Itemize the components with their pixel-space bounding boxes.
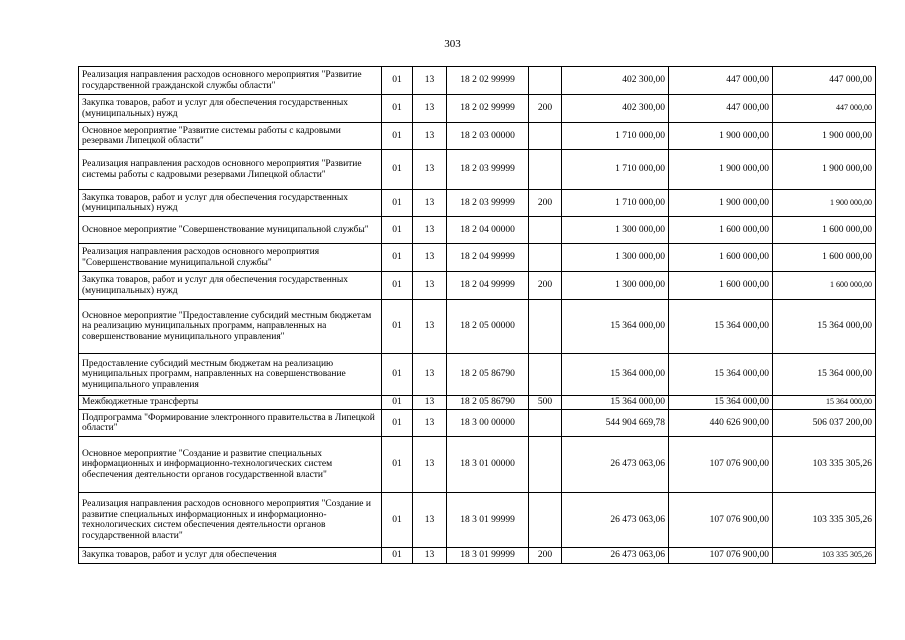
row-amount-1-cell: 15 364 000,00: [562, 396, 669, 410]
row-expense-type-cell: [529, 217, 562, 244]
row-section-cell: 01: [382, 95, 413, 123]
table-body: [79, 67, 876, 564]
row-name-cell: Основное мероприятие "Предоставление субсидий местным бюджетам на реализацию муниципальных программ, направленных на совершенствование муниципального управления": [79, 300, 382, 354]
row-amount-1-cell: 26 473 063,06: [562, 437, 669, 493]
row-amount-3-cell: 447 000,00: [773, 95, 876, 123]
table-row: [79, 67, 876, 95]
row-subsection-cell: 13: [413, 244, 447, 272]
row-name-cell: Закупка товаров, работ и услуг для обеспечения: [79, 548, 382, 564]
row-section-cell: 01: [382, 217, 413, 244]
table-row: [79, 354, 876, 396]
row-name-cell: Реализация направления расходов основного мероприятия "Создание и развитие специальных информационных и информационно-технологических систем обеспечения деятельности органов государственной власти": [79, 493, 382, 548]
row-target-code-cell: 18 2 04 00000: [447, 217, 529, 244]
row-section-cell: 01: [382, 493, 413, 548]
row-expense-type-cell: [529, 244, 562, 272]
row-name-cell: Основное мероприятие "Совершенствование муниципальной службы": [79, 217, 382, 244]
row-section-cell: 01: [382, 548, 413, 564]
budget-table: [78, 66, 876, 564]
row-amount-1-cell: 26 473 063,06: [562, 493, 669, 548]
row-target-code-cell: 18 2 04 99999: [447, 272, 529, 300]
row-amount-1-cell: 15 364 000,00: [562, 354, 669, 396]
row-section-cell: 01: [382, 150, 413, 190]
row-section-cell: 01: [382, 354, 413, 396]
row-amount-2-cell: 1 900 000,00: [669, 190, 773, 217]
row-name-cell: Реализация направления расходов основного мероприятия "Развитие системы работы с кадровыми резервами Липецкой области": [79, 150, 382, 190]
row-amount-1-cell: 15 364 000,00: [562, 300, 669, 354]
row-name-cell: Основное мероприятие "Создание и развитие специальных информационных и информационно-технологических систем обеспечения деятельности органов государственной власти": [79, 437, 382, 493]
row-amount-2-cell: 1 600 000,00: [669, 272, 773, 300]
page-number: 303: [444, 38, 461, 50]
row-subsection-cell: 13: [413, 123, 447, 150]
row-amount-2-cell: 1 900 000,00: [669, 150, 773, 190]
row-amount-3-cell: 506 037 200,00: [773, 410, 876, 437]
table-row: [79, 396, 876, 410]
row-target-code-cell: 18 2 04 99999: [447, 244, 529, 272]
table-row: [79, 244, 876, 272]
row-amount-3-cell: 103 335 305,26: [773, 493, 876, 548]
row-amount-3-cell: 15 364 000,00: [773, 300, 876, 354]
row-subsection-cell: 13: [413, 217, 447, 244]
row-section-cell: 01: [382, 396, 413, 410]
row-section-cell: 01: [382, 300, 413, 354]
row-amount-2-cell: 107 076 900,00: [669, 548, 773, 564]
row-amount-3-cell: 1 600 000,00: [773, 217, 876, 244]
row-amount-1-cell: 1 710 000,00: [562, 150, 669, 190]
row-amount-3-cell: 1 900 000,00: [773, 150, 876, 190]
row-name-cell: Предоставление субсидий местным бюджетам на реализацию муниципальных программ, направленных на совершенствование муниципального управления: [79, 354, 382, 396]
row-expense-type-cell: 200: [529, 190, 562, 217]
row-amount-3-cell: 1 600 000,00: [773, 244, 876, 272]
row-expense-type-cell: [529, 437, 562, 493]
row-expense-type-cell: [529, 123, 562, 150]
table-row: [79, 217, 876, 244]
row-name-cell: Подпрограмма "Формирование электронного правительства в Липецкой области": [79, 410, 382, 437]
row-amount-3-cell: 1 900 000,00: [773, 190, 876, 217]
row-amount-2-cell: 1 600 000,00: [669, 244, 773, 272]
row-target-code-cell: 18 3 01 00000: [447, 437, 529, 493]
row-expense-type-cell: [529, 493, 562, 548]
row-expense-type-cell: [529, 410, 562, 437]
row-section-cell: 01: [382, 244, 413, 272]
row-subsection-cell: 13: [413, 354, 447, 396]
row-amount-3-cell: 1 600 000,00: [773, 272, 876, 300]
row-subsection-cell: 13: [413, 300, 447, 354]
row-name-cell: Закупка товаров, работ и услуг для обеспечения государственных (муниципальных) нужд: [79, 272, 382, 300]
row-section-cell: 01: [382, 67, 413, 95]
row-expense-type-cell: 200: [529, 95, 562, 123]
row-amount-2-cell: 15 364 000,00: [669, 396, 773, 410]
row-expense-type-cell: [529, 67, 562, 95]
row-target-code-cell: 18 2 03 00000: [447, 123, 529, 150]
row-amount-2-cell: 107 076 900,00: [669, 437, 773, 493]
row-section-cell: 01: [382, 437, 413, 493]
row-amount-1-cell: 1 300 000,00: [562, 217, 669, 244]
row-section-cell: 01: [382, 272, 413, 300]
row-subsection-cell: 13: [413, 410, 447, 437]
row-target-code-cell: 18 3 00 00000: [447, 410, 529, 437]
row-expense-type-cell: [529, 354, 562, 396]
row-subsection-cell: 13: [413, 437, 447, 493]
row-expense-type-cell: [529, 150, 562, 190]
row-amount-3-cell: 103 335 305,26: [773, 437, 876, 493]
row-subsection-cell: 13: [413, 396, 447, 410]
row-name-cell: Основное мероприятие "Развитие системы работы с кадровыми резервами Липецкой области": [79, 123, 382, 150]
row-amount-2-cell: 440 626 900,00: [669, 410, 773, 437]
row-amount-3-cell: 1 900 000,00: [773, 123, 876, 150]
row-amount-2-cell: 1 900 000,00: [669, 123, 773, 150]
row-name-cell: Реализация направления расходов основного мероприятия "Совершенствование муниципальной службы": [79, 244, 382, 272]
row-amount-2-cell: 1 600 000,00: [669, 217, 773, 244]
row-expense-type-cell: [529, 300, 562, 354]
table-row: [79, 300, 876, 354]
row-target-code-cell: 18 2 05 86790: [447, 354, 529, 396]
table-row: [79, 410, 876, 437]
row-name-cell: Закупка товаров, работ и услуг для обеспечения государственных (муниципальных) нужд: [79, 95, 382, 123]
row-amount-1-cell: 544 904 669,78: [562, 410, 669, 437]
row-subsection-cell: 13: [413, 190, 447, 217]
row-name-cell: Реализация направления расходов основного мероприятия "Развитие государственной гражданской службы области": [79, 67, 382, 95]
row-expense-type-cell: 500: [529, 396, 562, 410]
row-expense-type-cell: 200: [529, 548, 562, 564]
row-subsection-cell: 13: [413, 67, 447, 95]
row-target-code-cell: 18 2 02 99999: [447, 95, 529, 123]
row-expense-type-cell: 200: [529, 272, 562, 300]
row-target-code-cell: 18 3 01 99999: [447, 548, 529, 564]
row-name-cell: Межбюджетные трансферты: [79, 396, 382, 410]
table-row: [79, 123, 876, 150]
row-target-code-cell: 18 2 05 86790: [447, 396, 529, 410]
row-amount-3-cell: 15 364 000,00: [773, 396, 876, 410]
row-amount-1-cell: 1 300 000,00: [562, 244, 669, 272]
row-amount-1-cell: 26 473 063,06: [562, 548, 669, 564]
table-row: [79, 493, 876, 548]
table-row: [79, 548, 876, 564]
row-subsection-cell: 13: [413, 548, 447, 564]
row-target-code-cell: 18 3 01 99999: [447, 493, 529, 548]
row-target-code-cell: 18 2 03 99999: [447, 190, 529, 217]
row-amount-2-cell: 15 364 000,00: [669, 300, 773, 354]
row-name-cell: Закупка товаров, работ и услуг для обеспечения государственных (муниципальных) нужд: [79, 190, 382, 217]
table-row: [79, 437, 876, 493]
row-amount-2-cell: 447 000,00: [669, 95, 773, 123]
row-subsection-cell: 13: [413, 493, 447, 548]
row-subsection-cell: 13: [413, 272, 447, 300]
row-amount-1-cell: 1 710 000,00: [562, 190, 669, 217]
row-amount-1-cell: 1 710 000,00: [562, 123, 669, 150]
row-amount-3-cell: 15 364 000,00: [773, 354, 876, 396]
table-row: [79, 190, 876, 217]
row-amount-2-cell: 107 076 900,00: [669, 493, 773, 548]
row-subsection-cell: 13: [413, 150, 447, 190]
row-section-cell: 01: [382, 190, 413, 217]
row-amount-1-cell: 402 300,00: [562, 67, 669, 95]
row-section-cell: 01: [382, 123, 413, 150]
row-target-code-cell: 18 2 05 00000: [447, 300, 529, 354]
row-amount-1-cell: 402 300,00: [562, 95, 669, 123]
row-amount-2-cell: 15 364 000,00: [669, 354, 773, 396]
row-target-code-cell: 18 2 02 99999: [447, 67, 529, 95]
row-amount-3-cell: 447 000,00: [773, 67, 876, 95]
row-amount-1-cell: 1 300 000,00: [562, 272, 669, 300]
row-subsection-cell: 13: [413, 95, 447, 123]
row-section-cell: 01: [382, 410, 413, 437]
table-row: [79, 95, 876, 123]
row-amount-3-cell: 103 335 305,26: [773, 548, 876, 564]
row-target-code-cell: 18 2 03 99999: [447, 150, 529, 190]
row-amount-2-cell: 447 000,00: [669, 67, 773, 95]
table-row: [79, 150, 876, 190]
table-row: [79, 272, 876, 300]
